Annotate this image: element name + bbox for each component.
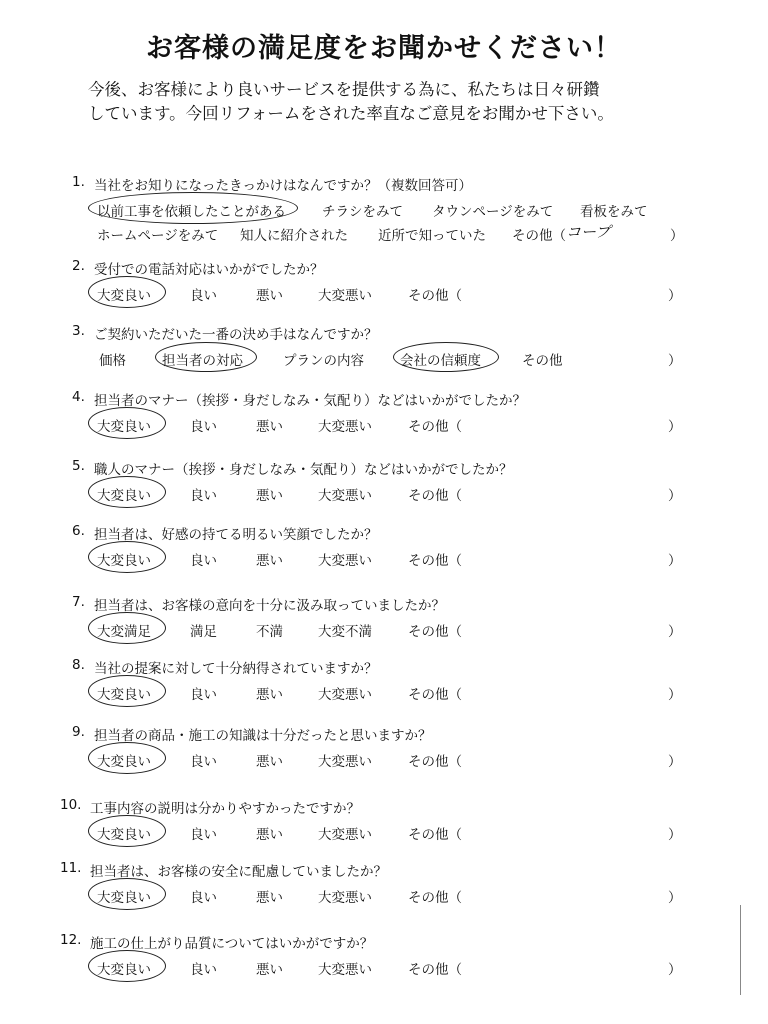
question-text: 受付での電話対応はいかがでしたか？ (94, 262, 324, 278)
option-label: 近所で知っていた (378, 228, 486, 244)
option-label: その他（ (408, 890, 462, 906)
question-text: 担当者は、好感の持てる明るい笑顔でしたか？ (94, 527, 378, 543)
option-label: 大変悪い (318, 288, 372, 304)
option-label: ） (668, 962, 682, 978)
option-label: 良い (190, 553, 217, 569)
question-number: 5. (72, 458, 85, 474)
survey-title: お客様の満足度をお聞かせください！ (146, 33, 622, 64)
option-label: 大変良い (97, 827, 151, 843)
option-label: 大変満足 (97, 624, 151, 640)
option-label: その他（ (408, 488, 462, 504)
option-label: その他（ (408, 624, 462, 640)
option-label: 良い (190, 687, 217, 703)
handwritten-answer: コープ (566, 223, 611, 241)
option-label: 良い (190, 754, 217, 770)
option-label: 悪い (256, 890, 283, 906)
option-label: 会社の信頼度 (400, 353, 481, 369)
option-label: チラシをみて (322, 204, 403, 220)
option-label: 悪い (256, 687, 283, 703)
option-label: 大変良い (97, 962, 151, 978)
question-text: ご契約いただいた一番の決め手はなんですか？ (94, 327, 378, 343)
option-label: ） (668, 827, 682, 843)
option-label: その他（ (408, 419, 462, 435)
option-label: その他（ (408, 553, 462, 569)
option-label: プランの内容 (283, 353, 364, 369)
question-number: 3. (72, 323, 85, 339)
question-number: 4. (72, 389, 85, 405)
option-label: 良い (190, 419, 217, 435)
option-label: その他（ (408, 827, 462, 843)
option-label: ） (668, 488, 682, 504)
option-label: ） (668, 419, 682, 435)
option-label: ） (668, 687, 682, 703)
option-label: 看板をみて (580, 204, 648, 220)
option-label: 大変悪い (318, 754, 372, 770)
option-label: 大変良い (97, 288, 151, 304)
option-label: 大変良い (97, 687, 151, 703)
option-label: ） (668, 890, 682, 906)
option-label: ） (668, 754, 682, 770)
option-label: 悪い (256, 754, 283, 770)
option-label: 良い (190, 488, 217, 504)
option-label: 知人に紹介された (240, 228, 348, 244)
option-label: 以前工事を依頼したことがある (97, 204, 286, 220)
page-edge-line (740, 905, 741, 995)
option-label: 大変良い (97, 553, 151, 569)
option-label: 良い (190, 827, 217, 843)
question-text: 施工の仕上がり品質についてはいかがですか？ (90, 936, 374, 952)
question-text: 担当者の商品・施工の知識は十分だったと思いますか？ (94, 728, 432, 744)
option-label: 大変悪い (318, 827, 372, 843)
intro-line-1: 今後、お客様により良いサービスを提供する為に、私たちは日々研鑽 (88, 80, 600, 99)
option-label: 悪い (256, 488, 283, 504)
question-text: 担当者は、お客様の意向を十分に汲み取っていましたか？ (94, 598, 445, 614)
option-label: ） (668, 288, 682, 304)
option-label: 担当者の対応 (162, 353, 243, 369)
option-label: 悪い (256, 553, 283, 569)
question-number: 6. (72, 523, 85, 539)
option-label: ） (668, 624, 682, 640)
question-text: 職人のマナー（挨拶・身だしなみ・気配り）などはいかがでしたか？ (94, 462, 513, 478)
intro-line-2: しています。今回リフォームをされた率直なご意見をお聞かせ下さい。 (88, 104, 614, 123)
option-label: 悪い (256, 962, 283, 978)
option-label: 大変悪い (318, 962, 372, 978)
option-label: その他（ (408, 687, 462, 703)
intro-text (88, 78, 688, 126)
option-label: 不満 (256, 624, 283, 640)
option-label: 大変良い (97, 488, 151, 504)
option-label: 大変良い (97, 419, 151, 435)
option-label: 満足 (190, 624, 217, 640)
option-label: ） (668, 553, 682, 569)
option-label: その他（ (408, 754, 462, 770)
option-label: その他（ (408, 962, 462, 978)
option-label: その他 (522, 353, 563, 369)
option-label: 悪い (256, 419, 283, 435)
option-label: 大変良い (97, 754, 151, 770)
option-label: 良い (190, 288, 217, 304)
option-label: タウンページをみて (432, 204, 554, 220)
option-label: 悪い (256, 827, 283, 843)
question-text: 当社の提案に対して十分納得されていますか？ (94, 661, 378, 677)
question-text: 工事内容の説明は分かりやすかったですか？ (90, 801, 360, 817)
option-label: 大変悪い (318, 890, 372, 906)
option-label: 大変悪い (318, 687, 372, 703)
option-label: 大変良い (97, 890, 151, 906)
option-label: 大変悪い (318, 419, 372, 435)
question-number: 10. (60, 797, 82, 813)
option-label: 良い (190, 890, 217, 906)
option-label: その他（ (408, 288, 462, 304)
option-label: 価格 (99, 353, 126, 369)
option-label: ） (670, 228, 684, 244)
option-label: 大変不満 (318, 624, 372, 640)
question-number: 9. (72, 724, 85, 740)
option-label: 大変悪い (318, 488, 372, 504)
option-label: その他（ (512, 228, 566, 244)
question-text: 担当者のマナー（挨拶・身だしなみ・気配り）などはいかがでしたか？ (94, 393, 526, 409)
option-label: ） (668, 353, 682, 369)
question-text: 担当者は、お客様の安全に配慮していましたか？ (90, 864, 387, 880)
question-number: 8. (72, 657, 85, 673)
question-number: 1. (72, 174, 85, 190)
question-number: 2. (72, 258, 85, 274)
question-text: 当社をお知りになったきっかけはなんですか？（複数回答可） (94, 178, 472, 194)
option-label: ホームページをみて (97, 228, 219, 244)
option-label: 良い (190, 962, 217, 978)
question-number: 12. (60, 932, 82, 948)
question-number: 11. (60, 860, 82, 876)
option-label: 大変悪い (318, 553, 372, 569)
option-label: 悪い (256, 288, 283, 304)
question-number: 7. (72, 594, 85, 610)
